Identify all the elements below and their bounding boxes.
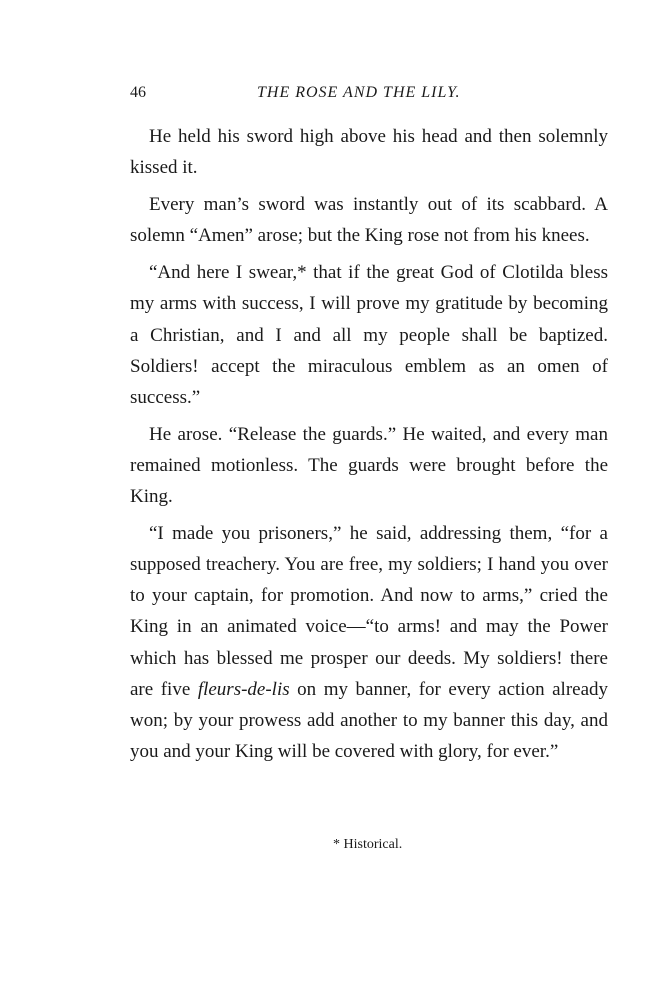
- emphasized-text: fleurs-de-lis: [197, 678, 290, 700]
- paragraph: He held his sword high above his head and then solemnly kissed it.: [130, 126, 608, 179]
- paragraph-text-part: on my banner, for every action already won; by your prowess add another to my banner this day, and you and your King will be covered with glory, for ever.”: [130, 678, 609, 762]
- running-header: [130, 84, 608, 108]
- paragraph: “And here I swear,* that if the great God of Clotilda bless my arms with success, I will prove my gratitude by becoming a Christian, and I and all my people shall be baptized. Soldiers! accept the miraculous emblem as an omen of success.”: [130, 262, 608, 408]
- paragraph: Every man’s sword was instantly out of its scabbard. A solemn “Amen” arose; but the King rose not from his knees.: [130, 194, 608, 247]
- paragraph: [130, 518, 608, 767]
- running-title: THE ROSE AND THE LILY.: [257, 84, 461, 101]
- body-text: [130, 121, 608, 767]
- footnote: * Historical.: [333, 837, 403, 852]
- page-number: 46: [130, 84, 146, 101]
- paragraph: He arose. “Release the guards.” He waited, and every man remained motionless. The guards were brought before the King.: [130, 423, 608, 508]
- paragraph-text-part: “I made you prisoners,” he said, addressing them, “for a supposed treachery. You are free, my soldiers; I hand you over to your captain, for promotion. And now to arms,” cried the King in an animated voice—“to arms! and may the Power which has blessed me prosper our deeds. My soldiers! there are five: [130, 523, 608, 700]
